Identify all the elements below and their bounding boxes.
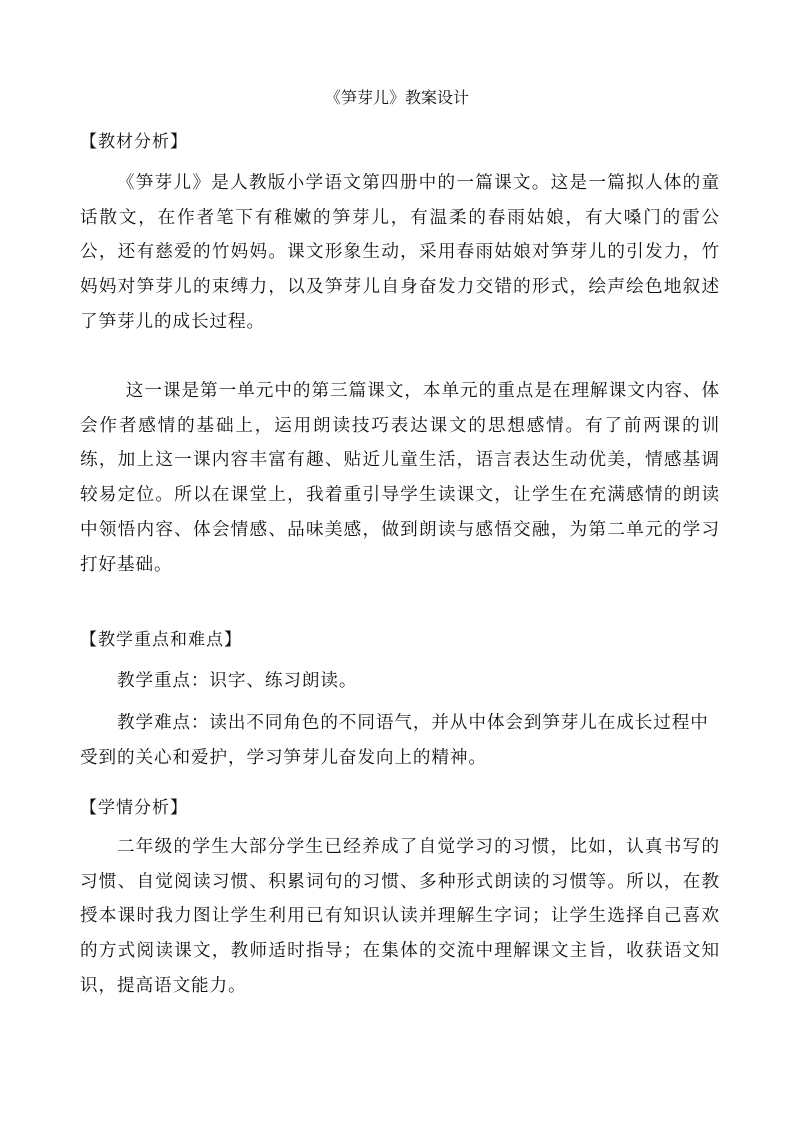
paragraph-material-analysis-2: 这一课是第一单元中的第三篇课文，本单元的重点是在理解课文内容、体会作者感情的基础上，运用朗读技巧表达课文的思想感情。有了前两课的训练，加上这一课内容丰富有趣、贴近儿童生活，语言表达生动优美，情感基调较易定位。所以在课堂上，我着重引导学生读课文，让学生在充满感情的朗读中领悟内容、体会情感、品味美感，做到朗读与感悟交融，为第二单元的学习打好基础。 <box>80 381 720 575</box>
document-title: 《笋芽儿》教案设计 <box>324 88 469 107</box>
teaching-difficulty-text: 教学难点：读出不同角色的不同语气，并从中体会到笋芽儿在成长过程中受到的关心和爱护，学习笋芽儿奋发向上的精神。 <box>80 713 709 768</box>
section-heading-key-points: 【教学重点和难点】 <box>80 630 242 650</box>
section-heading-student-analysis: 【学情分析】 <box>80 798 188 818</box>
teaching-focus-text: 教学重点：识字、练习朗读。 <box>116 671 358 691</box>
paragraph-material-analysis-1: 《笋芽儿》是人教版小学语文第四册中的一篇课文。这是一篇拟人体的童话散文，在作者笔下有稚嫩的笋芽儿，有温柔的春雨姑娘，有大嗓门的雷公公，还有慈爱的竹妈妈。课文形象生动，采用春雨姑娘对笋芽儿的引发力，竹妈妈对笋芽儿的束缚力，以及笋芽儿自身奋发力交错的形式，绘声绘色地叙述了笋芽儿的成长过程。 <box>80 173 720 332</box>
section-heading-material-analysis: 【教材分析】 <box>80 132 188 152</box>
paragraph-student-analysis: 二年级的学生大部分学生已经养成了自觉学习的习惯，比如，认真书写的习惯、自觉阅读习惯、积累词句的习惯、多种形式朗读的习惯等。所以，在教授本课时我力图让学生利用已有知识认读并理解生字词；让学生选择自己喜欢的方式阅读课文，教师适时指导；在集体的交流中理解课文主旨，收获语文知识，提高语文能力。 <box>80 837 720 996</box>
